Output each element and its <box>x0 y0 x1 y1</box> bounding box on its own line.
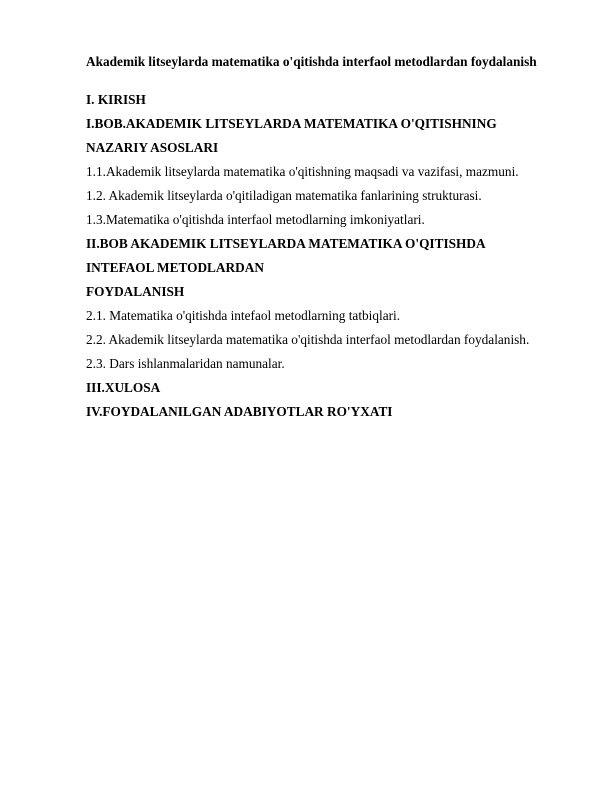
toc-entry: 2.3. Dars ishlanmalaridan namunalar. <box>86 356 285 371</box>
toc-heading: I.BOB.AKADEMIK LITSEYLARDA MATEMATIKA O'QITISHNING <box>86 116 497 131</box>
toc-entry: 1.2. Akademik litseylarda o'qitiladigan matematika fanlarining strukturasi. <box>86 188 482 203</box>
toc-heading: IV.FOYDALANILGAN ADABIYOTLAR RO'YXATI <box>86 404 393 419</box>
toc-entry: 2.1. Matematika o'qitishda intefaol metodlarning tatbiqlari. <box>86 308 401 323</box>
toc-heading: III.XULOSA <box>86 380 161 395</box>
toc-entry: 2.2. Akademik litseylarda matematika o'qitishda interfaol metodlardan foydalanish. <box>86 332 530 347</box>
table-of-contents <box>86 88 586 424</box>
toc-heading: I. KIRISH <box>86 92 146 107</box>
toc-entry: 1.3.Matematika o'qitishda interfaol metodlarning imkoniyatlari. <box>86 212 425 227</box>
document-page <box>86 54 586 424</box>
toc-heading: II.BOB AKADEMIK LITSEYLARDA MATEMATIKA O'QITISHDA <box>86 236 486 251</box>
toc-heading: FOYDALANISH <box>86 284 185 299</box>
toc-heading: NAZARIY ASOSLARI <box>86 140 219 155</box>
document-title: Akademik litseylarda matematika o'qitishda interfaol metodlardan foydalanish <box>86 54 537 69</box>
toc-entry: 1.1.Akademik litseylarda matematika o'qitishning maqsadi va vazifasi, mazmuni. <box>86 164 519 179</box>
toc-heading: INTEFAOL METODLARDAN <box>86 260 264 275</box>
